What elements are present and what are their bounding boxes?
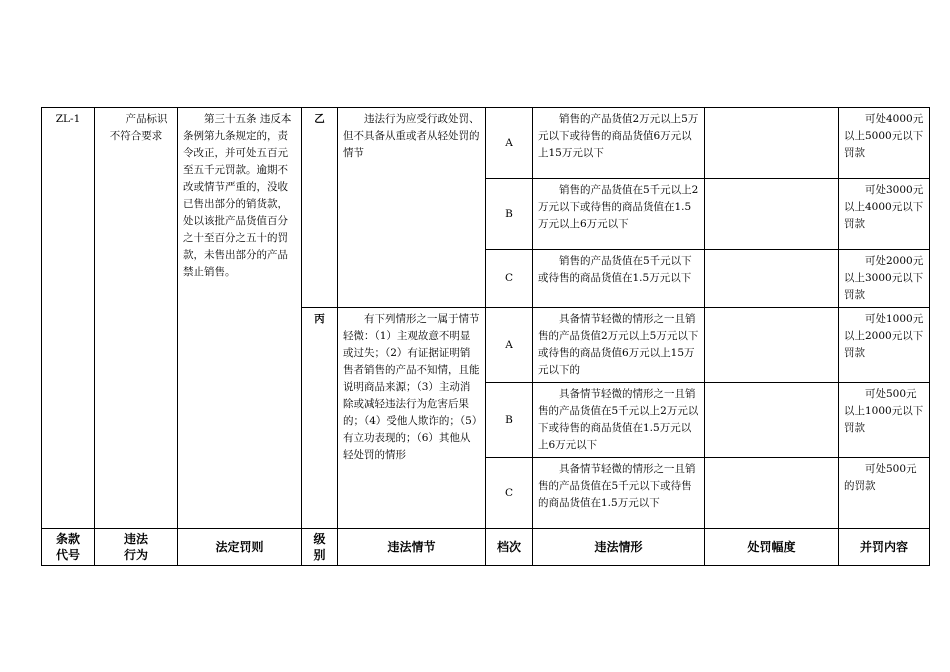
violation-act-cell: 产品标识不符合要求 <box>95 108 178 529</box>
clause-code-cell: ZL-1 <box>42 108 95 529</box>
circumstance-cell: 具备情节轻微的情形之一且销售的产品货值在5千元以下或待售的商品货值在1.5万元以下 <box>533 458 705 529</box>
tier-cell: B <box>486 179 533 250</box>
penalty-range-cell <box>705 383 839 458</box>
header-level: 级别 <box>302 529 338 566</box>
tier-cell: C <box>486 458 533 529</box>
circumstance-cell: 具备情节轻微的情形之一且销售的产品货值2万元以上5万元以下或待售的商品货值6万元以上15万元以下的 <box>533 308 705 383</box>
circumstance-cell: 具备情节轻微的情形之一且销售的产品货值在5千元以上2万元以下或待售的商品货值在1.5万元以上6万元以下 <box>533 383 705 458</box>
circumstance-cell: 销售的产品货值在5千元以上2万元以下或待售的商品货值在1.5万元以上6万元以下 <box>533 179 705 250</box>
combined-penalty-cell: 可处4000元以上5000元以下罚款 <box>839 108 930 179</box>
situation-cell: 违法行为应受行政处罚、但不具备从重或者从轻处罚的情节 <box>338 108 486 308</box>
header-tier: 档次 <box>486 529 533 566</box>
header-situation: 违法情节 <box>338 529 486 566</box>
tier-cell: A <box>486 308 533 383</box>
circumstance-cell: 销售的产品货值2万元以上5万元以下或待售的商品货值6万元以上15万元以下 <box>533 108 705 179</box>
penalty-range-cell <box>705 108 839 179</box>
penalty-standard-table <box>41 107 930 566</box>
table-header-row <box>42 529 930 566</box>
penalty-range-cell <box>705 458 839 529</box>
circumstance-cell: 销售的产品货值在5千元以下或待售的商品货值在1.5万元以下 <box>533 250 705 308</box>
level-cell: 乙 <box>302 108 338 308</box>
header-clause-code: 条款代号 <box>42 529 95 566</box>
level-cell: 丙 <box>302 308 338 529</box>
header-combined-penalty: 并罚内容 <box>839 529 930 566</box>
header-penalty-range: 处罚幅度 <box>705 529 839 566</box>
penalty-range-cell <box>705 308 839 383</box>
combined-penalty-cell: 可处3000元以上4000元以下罚款 <box>839 179 930 250</box>
tier-cell: A <box>486 108 533 179</box>
combined-penalty-cell: 可处2000元以上3000元以下罚款 <box>839 250 930 308</box>
header-circumstance: 违法情形 <box>533 529 705 566</box>
penalty-range-cell <box>705 250 839 308</box>
situation-cell: 有下列情形之一属于情节轻微：（1）主观故意不明显或过失；（2）有证据证明销售者销售的产品不知情，且能说明商品来源；（3）主动消除或减轻违法行为危害后果的；（4）受他人欺诈的；（5）有立功表现的；（6）其他从轻处罚的情形 <box>338 308 486 529</box>
combined-penalty-cell: 可处1000元以上2000元以下罚款 <box>839 308 930 383</box>
combined-penalty-cell: 可处500元以上1000元以下罚款 <box>839 383 930 458</box>
table-row <box>42 108 930 179</box>
header-legal-penalty: 法定罚则 <box>178 529 302 566</box>
header-violation-act: 违法行为 <box>95 529 178 566</box>
combined-penalty-cell: 可处500元的罚款 <box>839 458 930 529</box>
legal-penalty-cell: 第三十五条 违反本条例第九条规定的，责令改正，并可处五百元至五千元罚款。逾期不改或情节严重的，没收已售出部分的销货款，处以该批产品货值百分之十至百分之五十的罚款，未售出部分的产品禁止销售。 <box>178 108 302 529</box>
tier-cell: B <box>486 383 533 458</box>
tier-cell: C <box>486 250 533 308</box>
penalty-range-cell <box>705 179 839 250</box>
